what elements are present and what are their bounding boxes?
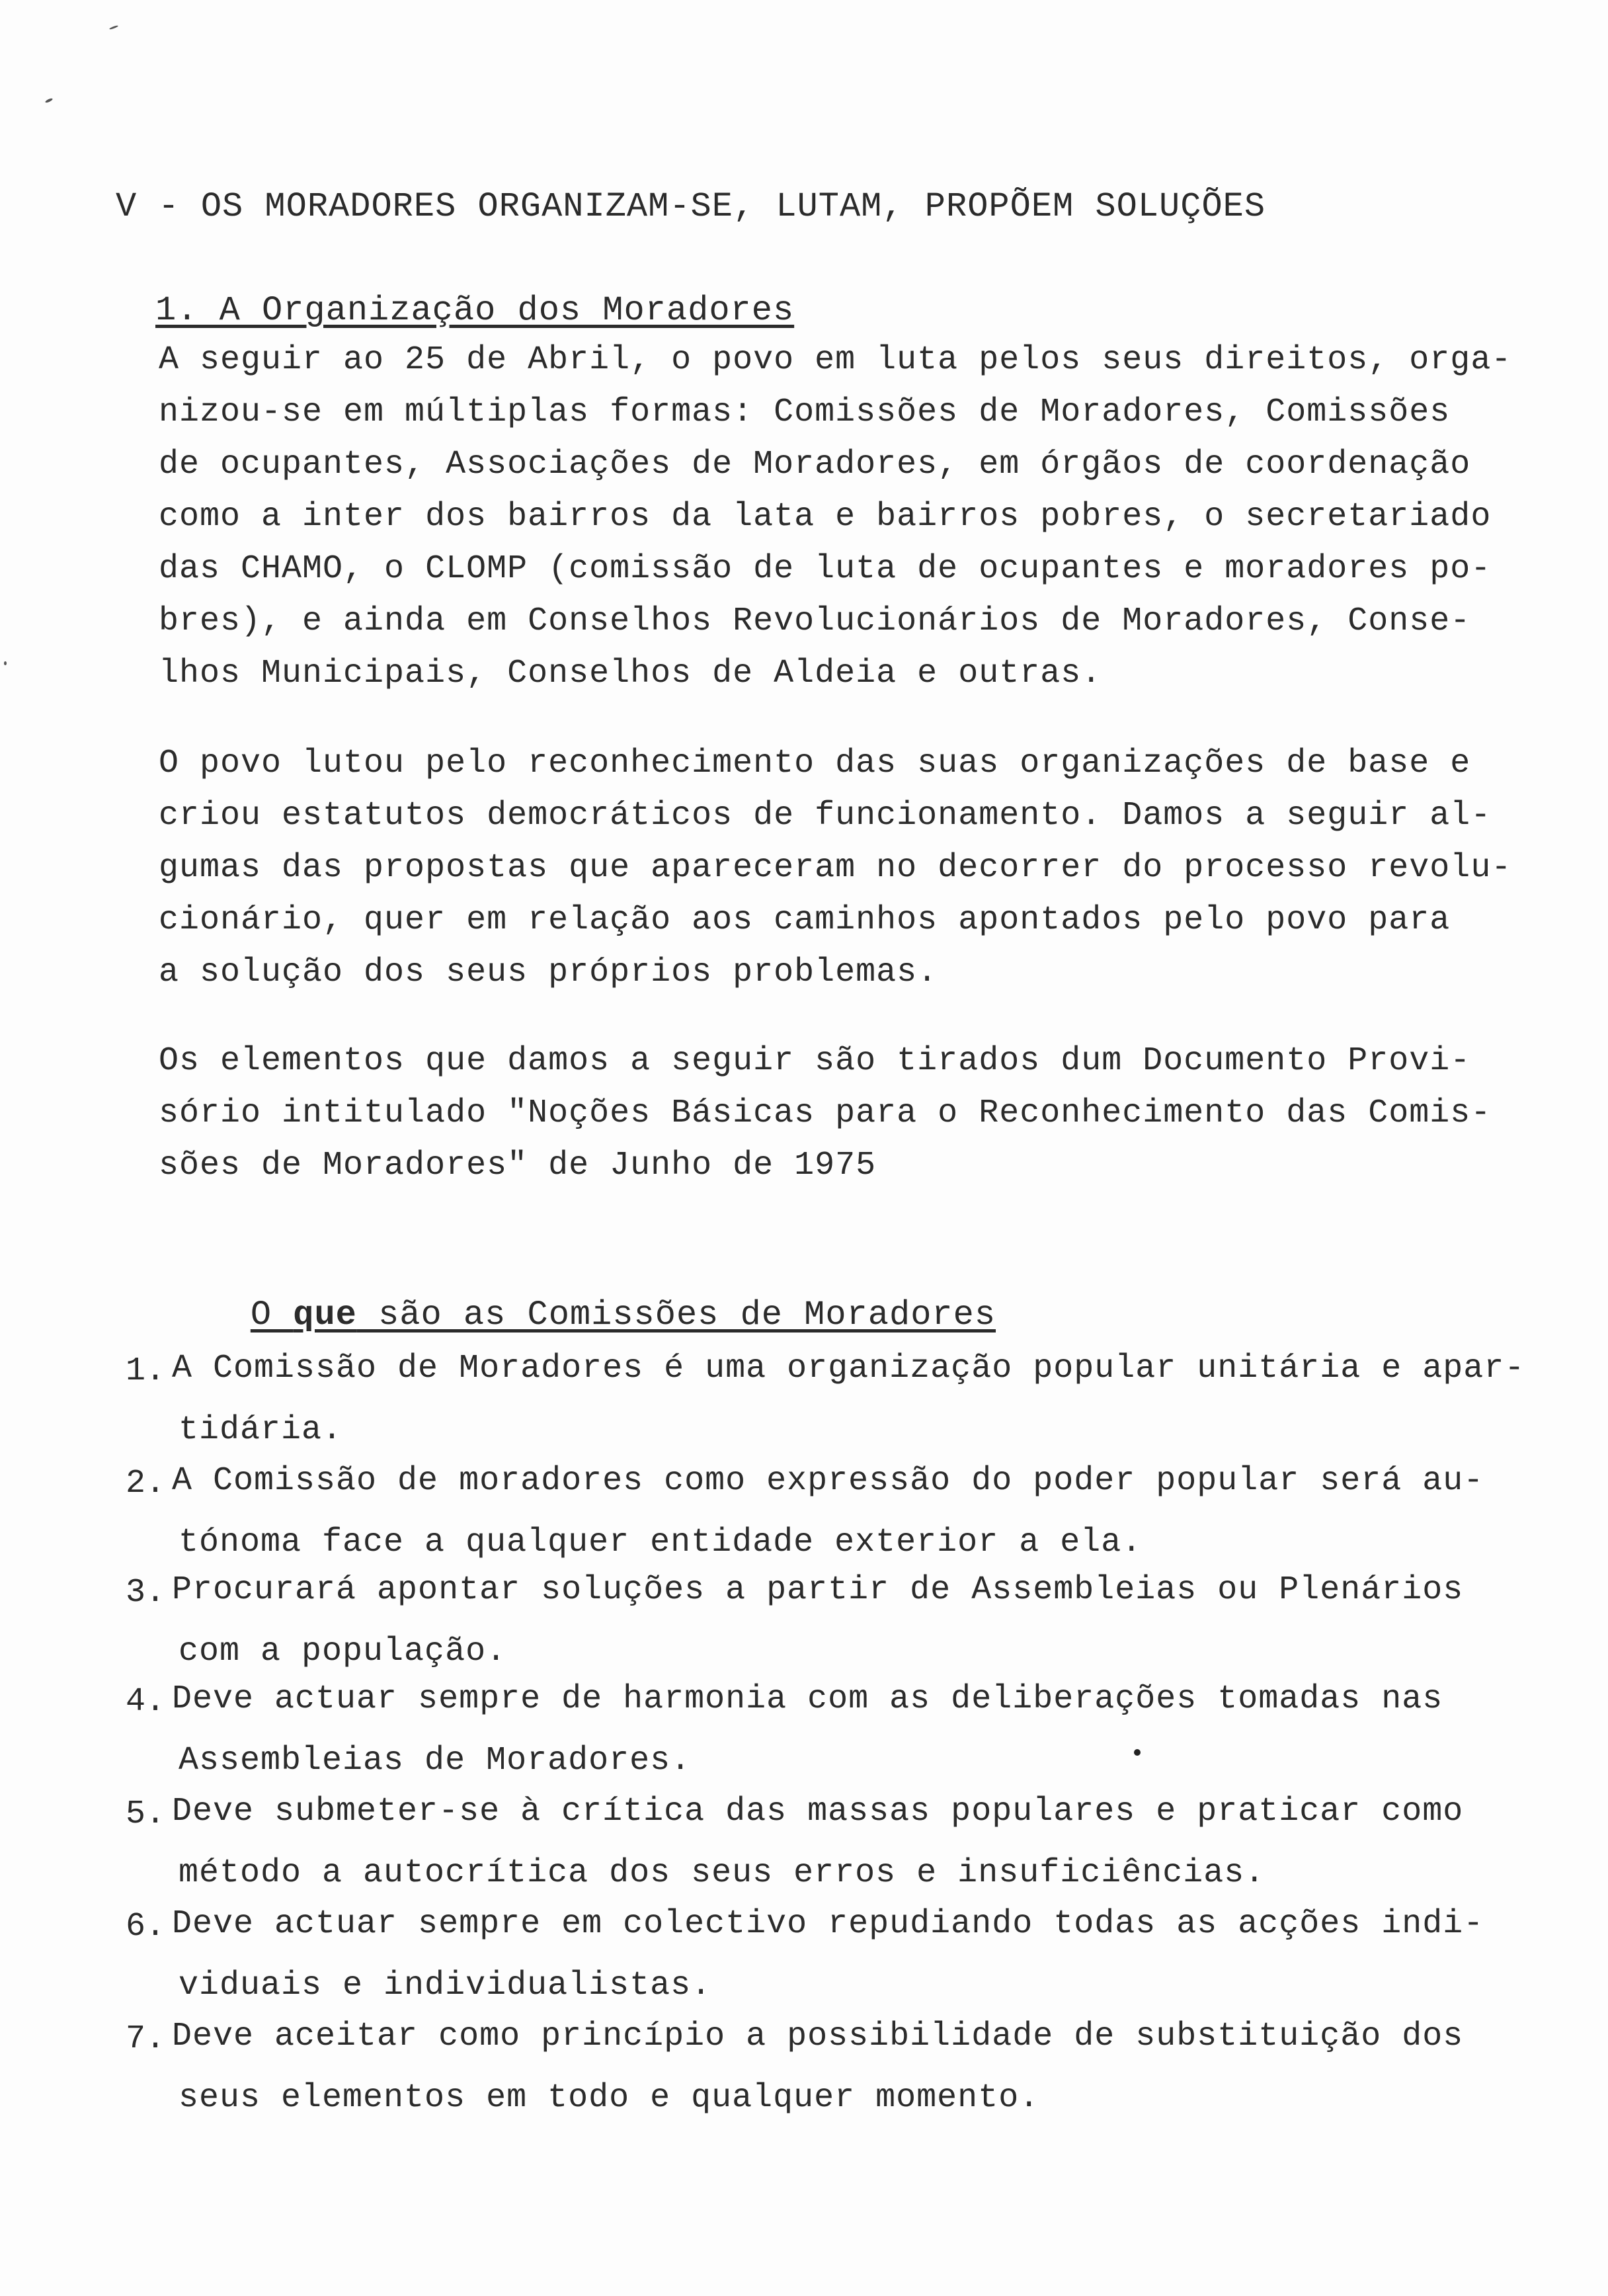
item-text: A Comissão de moradores como expressão do poder popular será au- [172,1462,1484,1500]
stray-mark [109,25,118,30]
item-number: 2. [126,1465,166,1502]
list-item [126,1352,1527,1449]
paragraph-line: sório intitulado "Noções Básicas para o Reconhecimento das Comis- [159,1094,1492,1132]
item-text: tónoma face a qualquer entidade exterior a ela. [179,1524,1143,1561]
paragraph-line: das CHAMO, o CLOMP (comissão de luta de ocupantes e moradores po- [159,550,1492,588]
paragraph-1 [159,341,1514,710]
item-text: Deve submeter-se à crítica das massas populares e praticar como [172,1793,1464,1830]
item-text: método a autocrítica dos seus erros e insuficiências. [179,1854,1266,1892]
list-item [126,1680,1527,1780]
item-text: seus elementos em todo e qualquer momento. [179,2079,1040,2117]
paragraph-line: gumas das propostas que apareceram no decorrer do processo revolu- [159,849,1512,887]
item-number: 3. [126,1574,166,1612]
list-item [126,2020,1527,2117]
item-number: 7. [126,2020,166,2058]
subsection-title-rest: são as Comissões de Moradores [356,1295,996,1334]
item-number: 6. [126,1908,166,1946]
item-text: viduais e individualistas. [179,1967,712,2004]
section-heading: V - OS MORADORES ORGANIZAM-SE, LUTAM, PROPÕEM SOLUÇÕES [116,187,1266,226]
paragraph-line: nizou-se em múltiplas formas: Comissões de Moradores, Comissões [159,393,1451,431]
paragraph-line: lhos Municipais, Conselhos de Aldeia e outras. [159,655,1102,692]
paragraph-line: A seguir ao 25 de Abril, o povo em luta pelos seus direitos, orga- [159,341,1512,379]
item-text: com a população. [179,1633,507,1670]
item-number: 1. [126,1352,166,1390]
list-item [126,1571,1527,1670]
paragraph-line: Os elementos que damos a seguir são tirados dum Documento Provi- [159,1042,1471,1080]
paragraph-line: criou estatutos democráticos de funcionamento. Damos a seguir al- [159,797,1492,835]
item-text: Deve aceitar como princípio a possibilidade de substituição dos [172,2018,1464,2055]
paragraph-2 [159,747,1514,1008]
item-text: Deve actuar sempre de harmonia com as deliberações tomadas nas [172,1680,1443,1718]
list-item [126,1795,1527,1892]
item-number: 4. [126,1683,166,1721]
stray-mark [4,661,7,665]
subsection-title-que: que [293,1295,357,1334]
paragraph-line: a solução dos seus próprios problemas. [159,954,938,991]
item-text: tidária. [179,1411,343,1449]
list-item [126,1462,1527,1561]
ink-speck [1134,1749,1141,1756]
subsection-title-prefix: O [250,1295,294,1334]
paragraph-3 [159,1042,1514,1202]
item-text: Deve actuar sempre em colectivo repudiando todas as acções indi- [172,1905,1484,1943]
paragraph-line: O povo lutou pelo reconhecimento das suas organizações de base e [159,745,1471,782]
item-number: 5. [126,1795,166,1833]
paragraph-line: sões de Moradores" de Junho de 1975 [159,1147,877,1184]
paragraph-line: bres), e ainda em Conselhos Revolucionários de Moradores, Conse- [159,602,1471,640]
item-text: Procurará apontar soluções a partir de Assembleias ou Plenários [172,1571,1464,1609]
list-item [126,1905,1527,2004]
paragraph-line: de ocupantes, Associações de Moradores, em órgãos de coordenação [159,446,1471,483]
paragraph-line: como a inter dos bairros da lata e bairros pobres, o secretariado [159,498,1492,536]
item-text: A Comissão de Moradores é uma organização popular unitária e apar- [172,1350,1525,1387]
stray-mark [45,98,54,104]
section-title: 1. A Organização dos Moradores [155,291,795,330]
item-text: Assembleias de Moradores. [179,1742,692,1780]
paragraph-line: cionário, quer em relação aos caminhos apontados pelo povo para [159,901,1451,939]
